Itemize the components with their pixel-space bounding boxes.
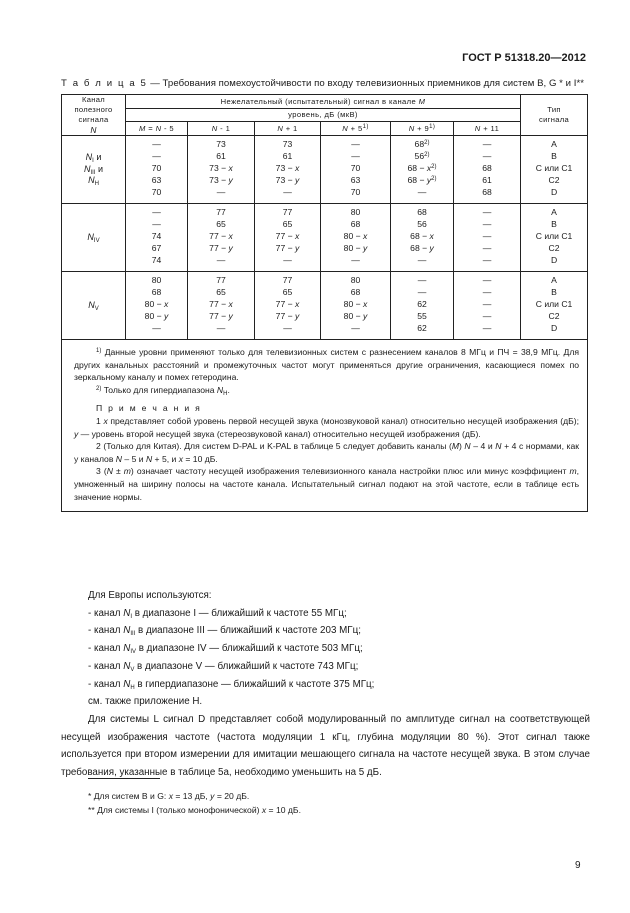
table-cell: — — 74 67 74	[126, 204, 188, 272]
note-1: 1 x представляет собой уровень первой несущей звука (монозвуковой канал) относительно несущей изображения (дБ); y — уровень второй несущей звука (стереозвуковой канал) относительно несущей изображения (дБ).	[74, 415, 580, 439]
body-see-also: см. также приложение Н.	[88, 696, 203, 708]
table-cell: — — 70 63 70	[321, 136, 391, 204]
body-paragraph: Для системы L сигнал D представляет собой модулированный по амплитуде сигнал на соответствующей несущей изображения частоте (частота модуляции 1 кГц, глубина модуляции 80 %). Этот сигнал также используется при втором измерении для имитации мешающего сигнала на частоте несущей звука. В этом случае требования, указанные в таблице 5а, необходимо уменьшить на 5 дБ.	[61, 713, 590, 779]
column-header: N + 1	[255, 122, 321, 136]
table-cell: 77 65 77 − x 77 − y —	[255, 272, 321, 340]
table-cell: 77 65 77 − x 77 − y —	[255, 204, 321, 272]
note-3: 3 (N ± m) означает частоту несущей изображения телевизионного канала настройки плюс или минус коэффициент m, умноженный на ширину полосы на частоте канала. Испытательный сигнал подают на этой частоте, если в таблице есть значение нормы.	[74, 466, 580, 502]
table-cell: — — 68 61 68	[454, 136, 521, 204]
channel-label: $N_I$ и $N_{III}$ и $N_H$	[62, 136, 126, 204]
footnote-1: * Для систем B и G: x = 13 дБ, y = 20 дБ.	[88, 791, 250, 801]
table-cell: 77 65 77 − x 77 − y —	[188, 204, 255, 272]
page-number: 9	[575, 860, 581, 871]
standard-designation: ГОСТ Р 51318.20—2012	[462, 52, 586, 64]
band-item: - канал $N_{IV}$ в диапазоне IV — ближайший к частоте 503 МГц;	[88, 643, 363, 656]
table-notes	[62, 340, 588, 512]
table-caption-text: — Требования помехоустойчивости по входу телевизионных приемников для систем B, G * и I**	[147, 78, 585, 89]
table-cell: 73 61 73 − x 73 − y —	[188, 136, 255, 204]
band-item: - канал $N_I$ в диапазоне I — ближайший к частоте 55 МГц;	[88, 607, 347, 620]
table-row	[62, 272, 588, 340]
table-cell: — — 70 63 70	[126, 136, 188, 204]
table-cell: A B C или C1 C2 D	[521, 136, 588, 204]
column-header: N + 11	[454, 122, 521, 136]
channel-label: $N_V$	[62, 272, 126, 340]
band-item: - канал $N_H$ в гипердиапазоне — ближайший к частоте 375 МГц;	[88, 678, 375, 691]
footnotes	[88, 790, 301, 818]
table-cell: — — — — —	[454, 272, 521, 340]
note-2: 2 (Только для Китая). Для систем D-PAL и K-PAL в таблице 5 следует добавить каналы (M) N – 4 и N + 4 с нормами, как у каналов N – 5 и N + 5, и x = 10 дБ.	[74, 441, 580, 464]
channel-label: $N_{IV}$	[62, 204, 126, 272]
footnote-separator	[88, 778, 160, 779]
table-cell: 80 68 80 − x 80 − y —	[321, 204, 391, 272]
table-caption	[61, 78, 584, 89]
table-row	[62, 204, 588, 272]
table-cell: 68 56 68 − x 68 − y —	[391, 204, 454, 272]
footnote-2: ** Для системы I (только монофонической) x = 10 дБ.	[88, 804, 301, 815]
table-cell: A B C или C1 C2 D	[521, 272, 588, 340]
header-level: уровень, дБ (мкВ)	[126, 108, 521, 122]
table-row	[62, 136, 588, 204]
header-channel: Канал полезного сигнала N	[62, 95, 126, 136]
band-item: - канал $N_{III}$ в диапазоне III — ближайший к частоте 203 МГц;	[88, 625, 361, 638]
interference-table	[61, 94, 588, 512]
table-caption-label: Т а б л и ц а 5	[61, 78, 148, 89]
column-header: N - 1	[188, 122, 255, 136]
table-cell: 73 61 73 − x 73 − y —	[255, 136, 321, 204]
table-cell: 80 68 80 − x 80 − y —	[321, 272, 391, 340]
table-cell: A B C или C1 C2 D	[521, 204, 588, 272]
column-header: M = N - 5	[126, 122, 188, 136]
table-cell: 80 68 80 − x 80 − y —	[126, 272, 188, 340]
body-intro: Для Европы используются:	[88, 590, 212, 601]
band-item: - канал $N_V$ в диапазоне V — ближайший к частоте 743 МГц;	[88, 660, 359, 673]
table-cell: — — 62 55 62	[391, 272, 454, 340]
note-footnote-1: $^{1)}$ Данные уровни применяют только для телевизионных систем с разнесением каналов 8 МГц и ПЧ = 38,9 МГц. Для других канальных расстояний и промежуточных частот могут применяться другие ограничения, касающиеся помех по зеркальному каналу и помех гетеродина.	[74, 347, 580, 383]
header-unwanted-signal: Нежелательный (испытательный) сигнал в канале M	[126, 95, 521, 109]
table-cell: 77 65 77 − x 77 − y —	[188, 272, 255, 340]
table-cell: — — — — —	[454, 204, 521, 272]
column-header: $N + 5^{1)}$	[321, 122, 391, 136]
note-footnote-2: $^{2)}$ Только для гипердиапазона $N_H$.	[96, 384, 230, 397]
table-cell: 68$^{2)}$ 56$^{2)}$ $68 - x^{2)}$ $68 - y^{2)}$ —	[391, 136, 454, 204]
notes-heading: П р и м е ч а н и я	[96, 403, 202, 414]
column-header: $N + 9^{1)}$	[391, 122, 454, 136]
header-signal-type: Тип сигнала	[521, 95, 588, 136]
body-text	[61, 587, 590, 782]
